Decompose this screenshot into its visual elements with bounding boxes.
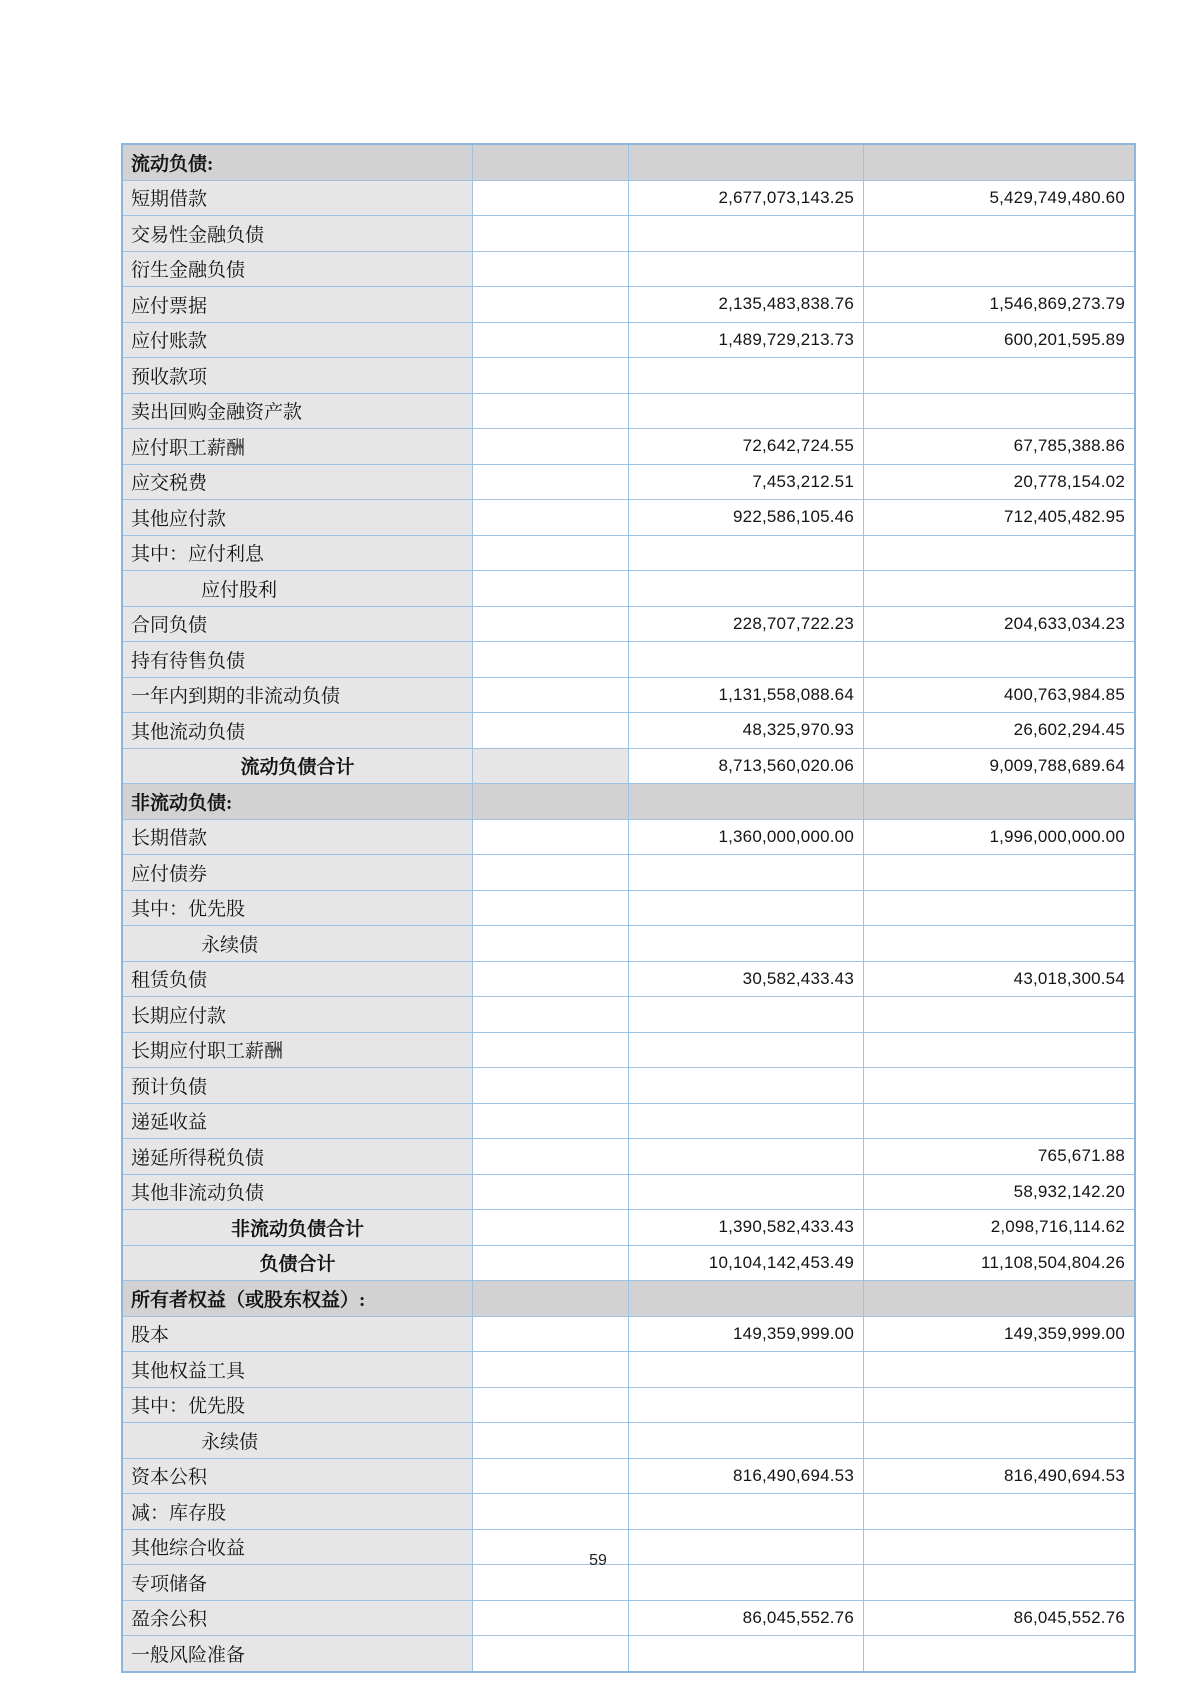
prior-period-cell (864, 393, 1136, 429)
table-row (122, 819, 1135, 855)
note-cell (473, 500, 629, 536)
note-cell (473, 1174, 629, 1210)
prior-period-cell: 2,098,716,114.62 (864, 1210, 1136, 1246)
table-row (122, 464, 1135, 500)
note-cell (473, 1245, 629, 1281)
prior-period-cell (864, 890, 1136, 926)
table-row (122, 748, 1135, 784)
current-period-cell: 2,135,483,838.76 (629, 287, 864, 323)
prior-period-cell (864, 571, 1136, 607)
current-period-cell: 48,325,970.93 (629, 713, 864, 749)
prior-period-cell: 67,785,388.86 (864, 429, 1136, 465)
table-row (122, 926, 1135, 962)
row-label-cell: 长期借款 (122, 819, 473, 855)
table-row (122, 571, 1135, 607)
prior-period-cell: 600,201,595.89 (864, 322, 1136, 358)
table-row (122, 1245, 1135, 1281)
current-period-cell (629, 1139, 864, 1175)
table-row (122, 1316, 1135, 1352)
current-period-cell (629, 642, 864, 678)
prior-period-cell: 816,490,694.53 (864, 1458, 1136, 1494)
table-row (122, 961, 1135, 997)
current-period-cell: 816,490,694.53 (629, 1458, 864, 1494)
table-row (122, 251, 1135, 287)
note-cell (473, 1423, 629, 1459)
table-row (122, 1032, 1135, 1068)
note-cell (473, 571, 629, 607)
note-cell (473, 890, 629, 926)
current-period-cell (629, 1352, 864, 1388)
table-row (122, 1600, 1135, 1636)
note-cell (473, 1316, 629, 1352)
prior-period-cell (864, 1423, 1136, 1459)
note-cell (473, 393, 629, 429)
current-period-cell (629, 251, 864, 287)
table-row (122, 287, 1135, 323)
prior-period-cell (864, 1068, 1136, 1104)
balance-sheet-body (122, 144, 1135, 1672)
row-label-cell: 应付股利 (122, 571, 473, 607)
prior-period-cell: 20,778,154.02 (864, 464, 1136, 500)
row-label-cell: 其他综合收益 (122, 1529, 473, 1565)
row-label-cell: 股本 (122, 1316, 473, 1352)
row-label-cell: 短期借款 (122, 180, 473, 216)
table-row (122, 890, 1135, 926)
row-label-cell: 流动负债: (122, 144, 473, 180)
note-cell (473, 322, 629, 358)
note-cell (473, 1103, 629, 1139)
note-cell (473, 1139, 629, 1175)
current-period-cell (629, 1636, 864, 1672)
note-cell (473, 535, 629, 571)
prior-period-cell: 1,546,869,273.79 (864, 287, 1136, 323)
current-period-cell (629, 1103, 864, 1139)
row-label-cell: 交易性金融负债 (122, 216, 473, 252)
note-cell (473, 358, 629, 394)
table-row (122, 997, 1135, 1033)
prior-period-cell: 58,932,142.20 (864, 1174, 1136, 1210)
prior-period-cell: 765,671.88 (864, 1139, 1136, 1175)
row-label-cell: 衍生金融负债 (122, 251, 473, 287)
note-cell (473, 1352, 629, 1388)
table-row (122, 429, 1135, 465)
prior-period-cell (864, 784, 1136, 820)
current-period-cell (629, 535, 864, 571)
current-period-cell (629, 144, 864, 180)
row-label-cell: 应付职工薪酬 (122, 429, 473, 465)
table-row (122, 1352, 1135, 1388)
note-cell (473, 1636, 629, 1672)
current-period-cell: 922,586,105.46 (629, 500, 864, 536)
current-period-cell: 72,642,724.55 (629, 429, 864, 465)
table-row (122, 855, 1135, 891)
current-period-cell: 1,489,729,213.73 (629, 322, 864, 358)
row-label-cell: 其中：应付利息 (122, 535, 473, 571)
row-label-cell: 盈余公积 (122, 1600, 473, 1636)
row-label-cell: 预计负债 (122, 1068, 473, 1104)
current-period-cell (629, 1281, 864, 1317)
table-row (122, 606, 1135, 642)
current-period-cell (629, 571, 864, 607)
prior-period-cell: 1,996,000,000.00 (864, 819, 1136, 855)
current-period-cell (629, 1494, 864, 1530)
note-cell (473, 180, 629, 216)
table-row (122, 535, 1135, 571)
note-cell (473, 1032, 629, 1068)
table-row (122, 216, 1135, 252)
row-label-cell: 其中：优先股 (122, 890, 473, 926)
current-period-cell: 86,045,552.76 (629, 1600, 864, 1636)
prior-period-cell (864, 1636, 1136, 1672)
current-period-cell (629, 1174, 864, 1210)
row-label-cell: 永续债 (122, 926, 473, 962)
table-row (122, 1210, 1135, 1246)
current-period-cell: 8,713,560,020.06 (629, 748, 864, 784)
row-label-cell: 长期应付款 (122, 997, 473, 1033)
table-row (122, 1423, 1135, 1459)
prior-period-cell (864, 251, 1136, 287)
current-period-cell (629, 784, 864, 820)
table-row (122, 1103, 1135, 1139)
note-cell (473, 1600, 629, 1636)
note-cell (473, 1494, 629, 1530)
row-label-cell: 负债合计 (122, 1245, 473, 1281)
note-cell (473, 1068, 629, 1104)
row-label-cell: 合同负债 (122, 606, 473, 642)
prior-period-cell (864, 1103, 1136, 1139)
row-label-cell: 所有者权益（或股东权益）: (122, 1281, 473, 1317)
row-label-cell: 卖出回购金融资产款 (122, 393, 473, 429)
prior-period-cell (864, 1352, 1136, 1388)
prior-period-cell (864, 535, 1136, 571)
current-period-cell (629, 1423, 864, 1459)
table-row (122, 1068, 1135, 1104)
prior-period-cell: 400,763,984.85 (864, 677, 1136, 713)
current-period-cell: 149,359,999.00 (629, 1316, 864, 1352)
row-label-cell: 应交税费 (122, 464, 473, 500)
current-period-cell: 1,360,000,000.00 (629, 819, 864, 855)
current-period-cell: 30,582,433.43 (629, 961, 864, 997)
current-period-cell: 1,131,558,088.64 (629, 677, 864, 713)
note-cell (473, 677, 629, 713)
prior-period-cell (864, 855, 1136, 891)
current-period-cell (629, 997, 864, 1033)
prior-period-cell (864, 926, 1136, 962)
prior-period-cell (864, 1032, 1136, 1068)
row-label-cell: 资本公积 (122, 1458, 473, 1494)
row-label-cell: 租赁负债 (122, 961, 473, 997)
current-period-cell (629, 1068, 864, 1104)
row-label-cell: 应付账款 (122, 322, 473, 358)
table-row (122, 1139, 1135, 1175)
note-cell (473, 819, 629, 855)
page-number: 59 (589, 1552, 607, 1569)
row-label-cell: 预收款项 (122, 358, 473, 394)
row-label-cell: 非流动负债: (122, 784, 473, 820)
current-period-cell: 10,104,142,453.49 (629, 1245, 864, 1281)
row-label-cell: 递延所得税负债 (122, 1139, 473, 1175)
prior-period-cell (864, 642, 1136, 678)
balance-sheet-table (121, 143, 1136, 1673)
note-cell (473, 1281, 629, 1317)
prior-period-cell (864, 144, 1136, 180)
row-label-cell: 应付债券 (122, 855, 473, 891)
prior-period-cell (864, 997, 1136, 1033)
table-row (122, 358, 1135, 394)
prior-period-cell: 9,009,788,689.64 (864, 748, 1136, 784)
row-label-cell: 永续债 (122, 1423, 473, 1459)
row-label-cell: 非流动负债合计 (122, 1210, 473, 1246)
current-period-cell (629, 393, 864, 429)
prior-period-cell: 149,359,999.00 (864, 1316, 1136, 1352)
note-cell (473, 926, 629, 962)
table-row (122, 784, 1135, 820)
row-label-cell: 其中：优先股 (122, 1387, 473, 1423)
note-cell (473, 855, 629, 891)
row-label-cell: 其他流动负债 (122, 713, 473, 749)
table-row (122, 144, 1135, 180)
current-period-cell (629, 216, 864, 252)
prior-period-cell (864, 1281, 1136, 1317)
row-label-cell: 其他应付款 (122, 500, 473, 536)
prior-period-cell (864, 358, 1136, 394)
table-row (122, 1281, 1135, 1317)
row-label-cell: 其他非流动负债 (122, 1174, 473, 1210)
row-label-cell: 专项储备 (122, 1565, 473, 1601)
table-row (122, 322, 1135, 358)
table-row (122, 393, 1135, 429)
current-period-cell (629, 1032, 864, 1068)
row-label-cell: 一年内到期的非流动负债 (122, 677, 473, 713)
note-cell (473, 961, 629, 997)
note-cell (473, 606, 629, 642)
row-label-cell: 一般风险准备 (122, 1636, 473, 1672)
row-label-cell: 减：库存股 (122, 1494, 473, 1530)
table-row (122, 1174, 1135, 1210)
current-period-cell (629, 1387, 864, 1423)
note-cell (473, 464, 629, 500)
table-row (122, 1636, 1135, 1672)
note-cell (473, 144, 629, 180)
row-label-cell: 递延收益 (122, 1103, 473, 1139)
note-cell (473, 251, 629, 287)
row-label-cell: 流动负债合计 (122, 748, 473, 784)
table-row (122, 1494, 1135, 1530)
current-period-cell (629, 926, 864, 962)
prior-period-cell: 11,108,504,804.26 (864, 1245, 1136, 1281)
table-row (122, 713, 1135, 749)
note-cell (473, 748, 629, 784)
table-row (122, 180, 1135, 216)
row-label-cell: 应付票据 (122, 287, 473, 323)
current-period-cell: 1,390,582,433.43 (629, 1210, 864, 1246)
prior-period-cell: 204,633,034.23 (864, 606, 1136, 642)
note-cell (473, 784, 629, 820)
note-cell (473, 997, 629, 1033)
prior-period-cell (864, 216, 1136, 252)
current-period-cell: 228,707,722.23 (629, 606, 864, 642)
table-row (122, 642, 1135, 678)
note-cell (473, 429, 629, 465)
table-row (122, 1458, 1135, 1494)
prior-period-cell: 26,602,294.45 (864, 713, 1136, 749)
prior-period-cell: 43,018,300.54 (864, 961, 1136, 997)
note-cell (473, 287, 629, 323)
note-cell (473, 216, 629, 252)
table-row (122, 500, 1135, 536)
table-row (122, 677, 1135, 713)
note-cell (473, 713, 629, 749)
current-period-cell (629, 890, 864, 926)
row-label-cell: 其他权益工具 (122, 1352, 473, 1388)
prior-period-cell: 86,045,552.76 (864, 1600, 1136, 1636)
prior-period-cell (864, 1494, 1136, 1530)
current-period-cell (629, 855, 864, 891)
current-period-cell (629, 358, 864, 394)
note-cell (473, 1458, 629, 1494)
row-label-cell: 持有待售负债 (122, 642, 473, 678)
note-cell (473, 1387, 629, 1423)
current-period-cell: 7,453,212.51 (629, 464, 864, 500)
prior-period-cell: 712,405,482.95 (864, 500, 1136, 536)
prior-period-cell (864, 1387, 1136, 1423)
note-cell (473, 642, 629, 678)
current-period-cell: 2,677,073,143.25 (629, 180, 864, 216)
note-cell (473, 1210, 629, 1246)
row-label-cell: 长期应付职工薪酬 (122, 1032, 473, 1068)
table-row (122, 1387, 1135, 1423)
prior-period-cell: 5,429,749,480.60 (864, 180, 1136, 216)
